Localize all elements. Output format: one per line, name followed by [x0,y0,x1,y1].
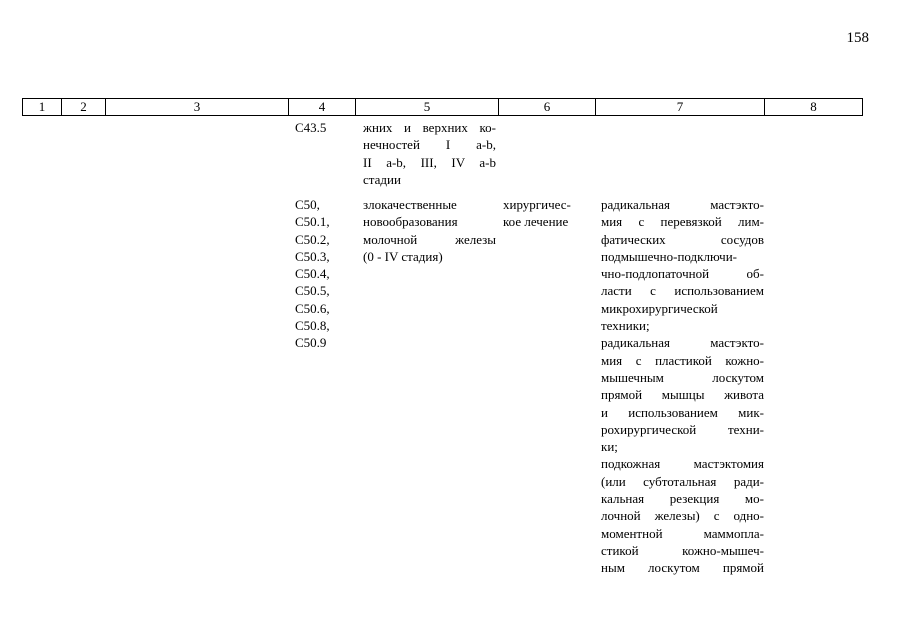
text-line: злокачественные [363,197,457,212]
text-line: прямой мышцы живота [601,387,764,403]
text-line: и использованием мик- [601,404,764,420]
text-line: рохирургической техни- [601,421,764,437]
text-line: радикальная мастэкто- [601,335,764,351]
text-line: ным лоскутом прямой [601,560,764,576]
prev-row-diagnosis [363,119,496,188]
text-line: молочной железы [363,231,496,247]
column-header-3: 3 [106,98,289,116]
code-line: C50.1, [295,214,330,230]
text-line: (или субтотальная ради- [601,473,764,489]
text-line: мия с пластикой кожно- [601,352,764,368]
main-row-treatment-methods [601,196,764,577]
code-line: C50.4, [295,266,330,282]
text-line: хирургичес- [503,197,571,212]
text-line: мия с перевязкой лим- [601,214,764,230]
text-line: микрохирургической [601,300,718,316]
text-line: ласти с использованием [601,283,764,299]
code-line: C50.2, [295,231,330,247]
text-line: стадии [363,171,401,187]
column-header-4: 4 [289,98,356,116]
text-line: техники; [601,318,650,334]
column-header-5: 5 [356,98,499,116]
text-line: ки; [601,439,618,455]
text-line: новообразования [363,214,458,230]
code-line: C50.9 [295,335,327,351]
text-line: чно-подлопаточной об- [601,266,764,282]
code-line: C50.6, [295,300,330,316]
main-row-treatment-type [503,196,593,231]
text-line: стикой кожно-мышеч- [601,542,764,558]
text-line: моментной маммопла- [601,525,764,541]
code-line: C50.3, [295,248,330,264]
code-line: C50, [295,197,320,212]
text-line: II a-b, III, IV a-b [363,154,496,170]
text-line: фатических сосудов [601,231,764,247]
code-line: C50.5, [295,283,330,299]
main-row-codes [295,196,330,352]
column-header-7: 7 [596,98,765,116]
page-number: 158 [846,30,869,46]
text-line: нечностей I a-b, [363,137,496,153]
code-line: C50.8, [295,318,330,334]
code-line: C43.5 [295,120,327,135]
text-line: лочной железы) с одно- [601,508,764,524]
column-header-1: 1 [22,98,62,116]
column-header-8: 8 [765,98,863,116]
prev-row-code [295,119,326,136]
text-line: (0 - IV стадия) [363,248,443,264]
column-header-6: 6 [499,98,596,116]
text-line: подмышечно-подключи- [601,248,737,264]
column-header-2: 2 [62,98,106,116]
text-line: кальная резекция мо- [601,491,764,507]
text-line: радикальная мастэкто- [601,197,764,212]
main-row-diagnosis [363,196,496,265]
text-line: мышечным лоскутом [601,369,764,385]
text-line: жних и верхних ко- [363,120,496,135]
text-line: подкожная мастэктомия [601,456,764,472]
text-line: кое лечение [503,214,569,230]
